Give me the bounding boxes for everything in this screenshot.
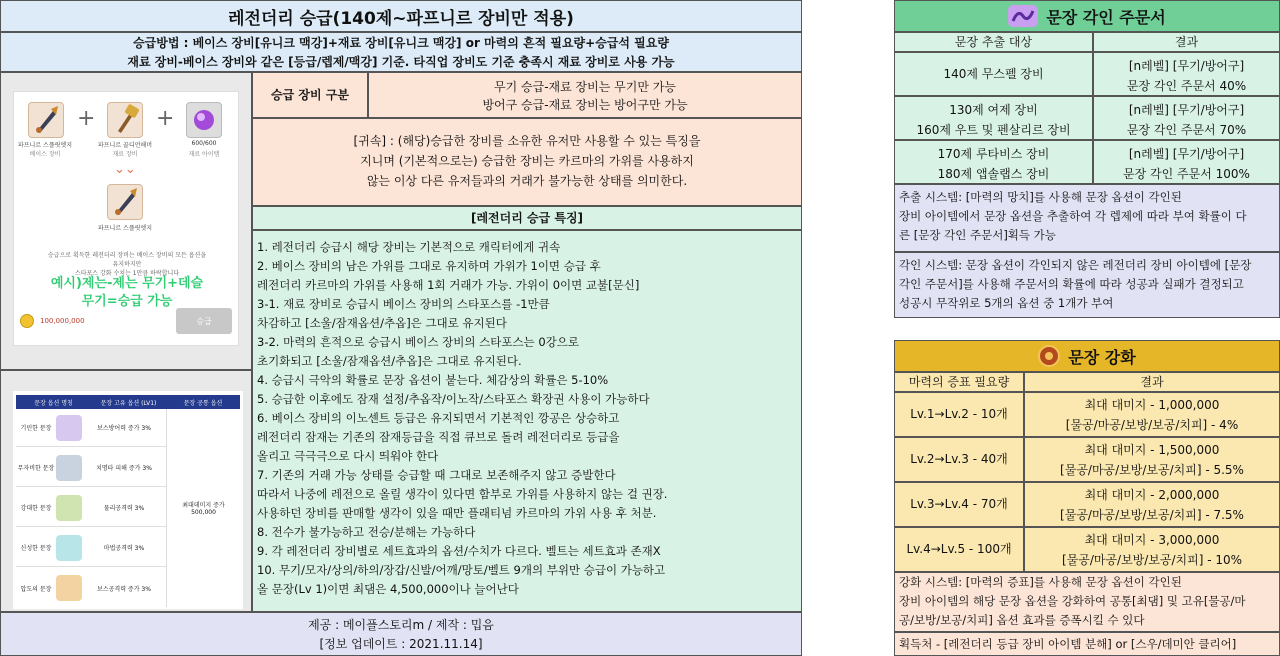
bound-line-1: [귀속] : (해당)승급한 장비를 소유한 유저만 사용할 수 있는 특징을 [353,134,701,148]
engrave-result-line-1: [n레벨] [무기/방어구] [1128,147,1245,161]
emblem-row-name: 무자비한 문장 [17,465,55,472]
engrave-result-cell [1093,140,1280,184]
equip-line-2: 방어구 승급-재료 장비는 방어구만 가능 [482,97,688,112]
upgrade-method-box [0,32,802,72]
engrave-target-cell [894,96,1093,140]
emblem-row-name: 압도의 문장 [20,585,52,593]
enhance-result-line-2: [물공/마공/보방/보공/치피] - 4% [1065,418,1239,432]
preview-desc-1: 승급으로 획득한 레전더리 장비는 베이스 장비의 모든 옵션을 [47,252,207,259]
engrave-target-line: 170제 루타비스 장비 [937,147,1050,161]
engrave-title [894,0,1280,32]
engrave-result-line-1: [n레벨] [무기/방어구] [1128,103,1245,117]
extract-line: 추출 시스템: [마력의 망치]를 사용해 문장 옵션이 각인된 [899,190,1182,204]
features-title: [레전더리 승급 특징] [252,206,802,230]
feature-line: 10. 무기/모자/상의/하의/장갑/신발/어깨/망토/벨트 9개의 부위만 승급이 가능하고 [257,563,666,577]
feature-line: 6. 베이스 장비의 이노센트 등급은 유지되면서 기본적인 깡공은 상승하고 [257,411,620,425]
emblem-overwhelm-icon [56,575,82,601]
emblem-row [16,569,166,607]
enhance-title-text: 문장 강화 [1068,347,1136,367]
result-item-name: 파프니르 스플릿엣지 [97,225,153,232]
enhance-result-cell [1024,437,1280,482]
down-arrow-icon: ⌄⌄ [114,162,136,177]
feature-line: 1. 레전더리 승급시 해당 장비는 기본적으로 캐릭터에게 귀속 [257,240,561,254]
base-item-icon [28,102,64,138]
emblem-row-name: 신성한 문장 [20,545,52,552]
emblem-header-common: 문장 공통 옵션 [183,399,223,407]
plus-icon-2: + [156,106,175,131]
enhance-col-result: 결과 [1024,372,1280,392]
method-line-2: 재료 장비-베이스 장비와 같은 [등급/렙제/맥강] 기준. 타직업 장비도 기준 충족시 재료 장비로 사용 가능 [127,54,675,69]
page-title-text: 레전더리 승급(140제~파프니르 장비만 적용) [228,8,574,29]
emblem-option-table [13,391,243,609]
enhance-level-cell: Lv.3→Lv.4 - 70개 [894,482,1024,527]
example-line-1: 예시)제는-제는 무기+데슬 [50,276,204,291]
emblem-option-panel [0,370,252,612]
scroll-icon [1008,5,1038,27]
feature-line: 차감하고 [소울/잠재옵션/추옵]은 그대로 유지된다 [257,316,507,330]
feature-line: 3-1. 재료 장비로 승급시 베이스 장비의 스타포스를 -1만큼 [257,297,550,311]
enhance-result-line-1: 최대 대미지 - 1,000,000 [1084,398,1220,412]
bound-line-2: 지니며 (기본적으로는) 승급한 장비는 카르마의 가위를 사용하지 [360,154,694,168]
feature-line: 올 문장(Lv 1)이면 최댐은 4,500,000이나 늘어난다 [257,582,519,596]
engrave-result-cell [1093,96,1280,140]
enhance-result-cell [1024,482,1280,527]
upgrade-button[interactable]: 승급 [176,308,232,334]
emblem-row [16,529,166,567]
base-item-name: 파프니르 스플릿엣지 [17,142,73,149]
meso-coin-icon [20,314,34,328]
feature-line: 5. 승급한 이후에도 잠재 설정/추옵작/이노작/스타포스 확장권 사용이 가능하다 [257,392,650,406]
engrave-col-result: 결과 [1093,32,1280,52]
result-item-icon [107,184,143,220]
emblem-table-body [16,409,240,607]
emblem-row [16,489,166,527]
page-title [0,0,802,32]
enhance-result-line-1: 최대 대미지 - 2,000,000 [1084,488,1220,502]
emblem-row-option: 치명타 피해 증가 3% [96,465,152,472]
base-item-caption: 베이스 장비 [29,151,61,158]
extract-line: 른 [문장 각인 주문서]획득 가능 [899,228,1056,242]
upgrade-cost: 100,000,000 [40,317,85,325]
stamp-line: 각인 주문서]를 사용해 주문서의 확률에 따라 성공과 실패가 결정되고 [899,277,1244,291]
engrave-target-cell [894,140,1093,184]
engrave-target-line: 160제 우트 및 펜살리르 장비 [916,123,1071,137]
equip-line-1: 무기 승급-재료 장비는 무기만 가능 [494,79,676,94]
material-item-icon [107,102,143,138]
update-date-line: [정보 업데이트 : 2021.11.14] [319,637,483,651]
equip-category-label: 승급 장비 구분 [252,72,368,118]
extract-line: 장비 아이템에서 문장 옵션을 추출하여 각 렙제에 따라 부여 확률이 다 [899,209,1247,223]
feature-line: 따라서 나중에 레전으로 올릴 생각이 있다면 함부로 가위를 사용하지 않는 걸 권장. [257,487,668,501]
enhance-level-cell: Lv.2→Lv.3 - 40개 [894,437,1024,482]
engrave-target-line: 140제 무스펠 장비 [943,66,1044,81]
emblem-common-line-2: 500,000 [191,509,216,516]
material-count: 600/600 [191,140,217,147]
enhance-result-cell [1024,527,1280,572]
preview-desc-2: 유지하지만 [112,261,142,268]
emblem-seal-icon [1038,345,1060,367]
enhance-col-cost: 마력의 증표 필요량 [894,372,1024,392]
engrave-target-cell [894,52,1093,96]
emblem-ruthless-icon [56,455,82,481]
stamp-system-box [894,252,1280,318]
enhance-result-line-2: [물공/마공/보방/보공/치피] - 10% [1061,553,1243,567]
enhance-level-cell: Lv.4→Lv.5 - 100개 [894,527,1024,572]
material-item-name: 파프니르 골디언해머 [97,142,153,149]
enhance-system-line: 강화 시스템: [마력의 증표]를 사용해 문장 옵션이 각인된 [899,575,1182,589]
material-item-caption: 재료 장비 [112,151,138,158]
enhance-system-line: 공/보방/보공/치피] 옵션 효과를 증폭시킬 수 있다 [899,613,1145,627]
enhance-result-line-2: [물공/마공/보방/보공/치피] - 5.5% [1060,463,1244,477]
material-count-caption: 재료 아이템 [188,151,220,158]
feature-line: 7. 기존의 거래 가능 상태를 승급할 때 그대로 보존해주지 않고 증발한다 [257,468,616,482]
feature-line: 2. 베이스 장비의 남은 가위를 그대로 유지하며 가위가 1이면 승급 후 [257,259,601,273]
enhance-system-box [894,572,1280,632]
bound-line-3: 않는 이상 다른 유저들과의 거래가 불가능한 상태를 의미한다. [366,174,688,188]
emblem-agile-icon [56,415,82,441]
emblem-row [16,449,166,487]
enhance-source-line: 획득처 - [레전더리 등급 장비 아이템 분해] or [스우/데미안 클리어] [899,637,1237,651]
engrave-result-line-2: 문장 각인 주문서 40% [1126,79,1247,93]
emblem-row [16,409,166,447]
stamp-line: 각인 시스템: 문장 옵션이 각인되지 않은 레전더리 장비 아이템에 [문장 [899,258,1252,272]
emblem-row-option: 보스공격력 증가 3% [97,585,151,593]
credits-line: 제공 : 메이플스토리m / 제작 : 밉음 [308,618,494,632]
stamp-line: 성공시 무작위로 5개의 옵션 중 1개가 부여 [899,296,1114,310]
features-list [252,230,802,612]
feature-line: 올리고 극극극으로 다시 띄워야 한다 [257,449,439,463]
emblem-row-name: 강대한 문장 [20,505,52,512]
feature-line: 9. 각 레전더리 장비별로 세트효과의 옵션/수치가 다르다. 벨트는 세트효과 존재X [257,544,661,558]
emblem-row-option: 물리공격력 3% [103,505,145,512]
enhance-result-line-1: 최대 대미지 - 3,000,000 [1084,533,1220,547]
feature-line: 사용하던 장비를 판매할 생각이 있을 때만 플래티넘 카르마의 가위 사용 후 처분. [257,506,657,520]
emblem-row-option: 보스방어력 증가 3% [97,425,151,432]
engrave-result-line-1: [n레벨] [무기/방어구] [1128,59,1245,73]
upgrade-preview-panel [0,72,252,370]
enhance-title [894,340,1280,372]
engrave-target-line: 130제 여제 장비 [949,103,1038,117]
emblem-holy-icon [56,535,82,561]
emblem-header-name: 문장 옵션 명칭 [34,399,73,407]
engrave-col-target: 문장 추출 대상 [894,32,1093,52]
enhance-level-cell: Lv.1→Lv.2 - 10개 [894,392,1024,437]
extract-system-box [894,184,1280,252]
enhance-result-line-1: 최대 대미지 - 1,500,000 [1084,443,1220,457]
method-line-1: 승급방법 : 베이스 장비[유니크 맥강]+재료 장비[유니크 맥강] or 마력의 흔적 필요량+승급석 필요량 [133,35,669,50]
feature-line: 초기화되고 [소울/잠재옵션/추옵]은 그대로 유지된다. [257,354,522,368]
feature-line: 8. 전수가 불가능하고 전승/분해는 가능하다 [257,525,476,539]
equip-category-box [368,72,802,118]
feature-line: 3-2. 마력의 흔적으로 승급시 베이스 장비의 스타포스는 0강으로 [257,335,579,349]
enhance-source-box [894,632,1280,656]
bound-description-box [252,118,802,206]
engrave-target-line: 180제 앱솔랩스 장비 [937,167,1050,181]
feature-line: 4. 승급시 극악의 확률로 문장 옵션이 붙는다. 체감상의 확률은 5-10% [257,373,609,387]
preview-desc-3: 스타포스 강화 수치는 1만큼 하락합니다 [74,270,180,277]
emblem-table-header [16,395,240,409]
emblem-header-unique: 문장 고유 옵션 (LV1) [100,399,157,407]
emblem-common-line-1: 최대데미지 증가 [182,502,225,509]
example-note [14,275,240,311]
engrave-result-cell [1093,52,1280,96]
enhance-result-cell [1024,392,1280,437]
example-line-2: 무기=승급 가능 [81,294,173,309]
plus-icon: + [77,106,96,131]
preview-card [13,91,239,346]
emblem-row-option: 마법공격력 3% [103,545,145,552]
upgrade-stone-icon [186,102,222,138]
engrave-result-line-2: 문장 각인 주문서 70% [1126,123,1247,137]
engrave-title-text: 문장 각인 주문서 [1046,7,1166,27]
feature-line: 레전더리 카르마의 가위를 사용해 1회 거래가 가능. 가위이 0이면 교불[문신] [257,278,640,292]
enhance-system-line: 장비 아이템의 해당 문장 옵션을 강화하여 공통[최댐] 및 고유[물공/마 [899,594,1246,608]
emblem-mighty-icon [56,495,82,521]
emblem-common-cell [166,409,240,607]
credits-footer [0,612,802,656]
engrave-result-line-2: 문장 각인 주문서 100% [1123,167,1250,181]
emblem-row-name: 기민한 문장 [20,425,52,432]
enhance-result-line-2: [물공/마공/보방/보공/치피] - 7.5% [1060,508,1244,522]
feature-line: 레전더리 잠재는 기존의 잠재등급을 직접 큐브로 돌려 레전더리로 등급을 [257,430,620,444]
